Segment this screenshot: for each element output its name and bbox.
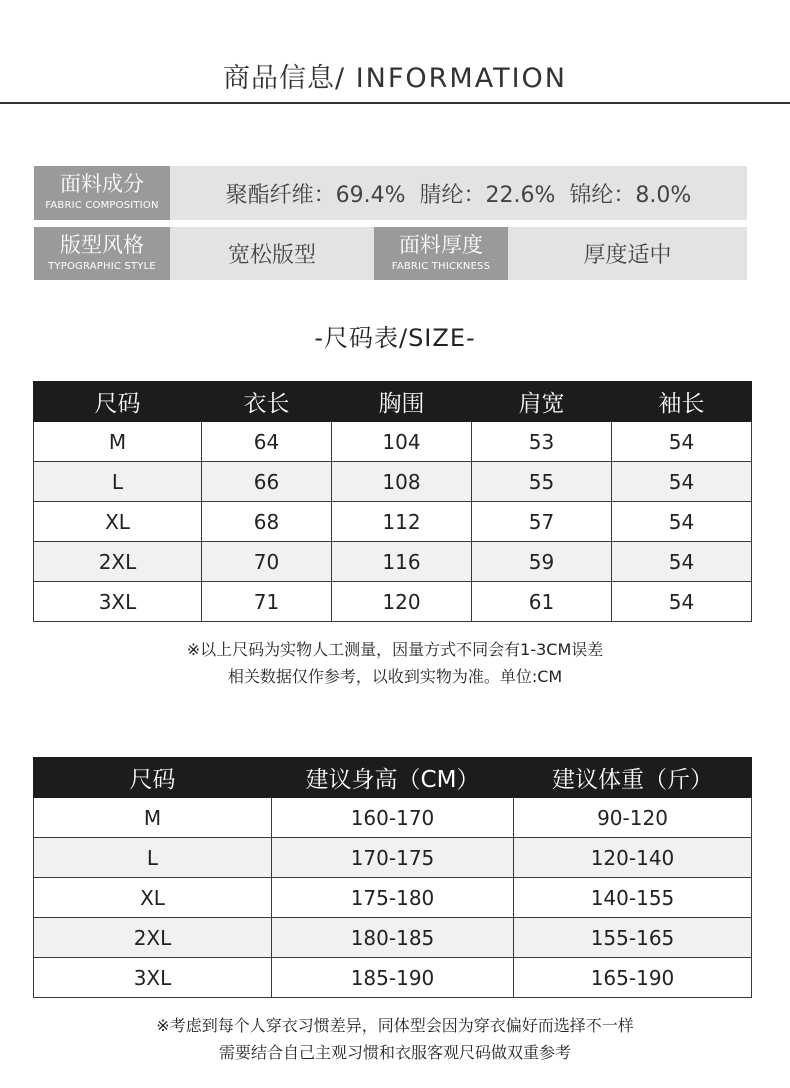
measurement-note-line2: 相关数据仅作参考，以收到实物为准。单位:CM <box>227 667 563 686</box>
cell-shoulder: 59 <box>472 542 612 582</box>
header-divider <box>0 102 790 104</box>
cell-size: 2XL <box>34 918 272 958</box>
fabric-thickness-label <box>374 227 508 280</box>
measurement-note <box>0 636 790 690</box>
cell-length: 68 <box>202 502 332 542</box>
cell-size: 3XL <box>34 582 202 622</box>
cell-shoulder: 55 <box>472 462 612 502</box>
cell-height: 175-180 <box>272 878 514 918</box>
cell-height: 160-170 <box>272 798 514 838</box>
measurement-note-line1: ※以上尺码为实物人工测量，因量方式不同会有1-3CM误差 <box>186 640 604 659</box>
cell-sleeve: 54 <box>612 582 752 622</box>
fabric-thickness-label-en: FABRIC THICKNESS <box>391 261 491 272</box>
cell-chest: 108 <box>332 462 472 502</box>
cell-sleeve: 54 <box>612 462 752 502</box>
cell-size: XL <box>34 878 272 918</box>
fabric-thickness-label-zh: 面料厚度 <box>399 233 483 257</box>
cell-height: 185-190 <box>272 958 514 998</box>
table-row <box>34 958 752 998</box>
header-chest: 胸围 <box>332 382 472 422</box>
fit-note-line1: ※考虑到每个人穿衣习惯差异，同体型会因为穿衣偏好而选择不一样 <box>156 1016 634 1035</box>
cell-size: 3XL <box>34 958 272 998</box>
size-table <box>33 381 752 622</box>
cell-length: 70 <box>202 542 332 582</box>
cell-height: 170-175 <box>272 838 514 878</box>
page-title-en: INFORMATION <box>345 63 567 94</box>
cell-weight: 120-140 <box>514 838 752 878</box>
cell-chest: 112 <box>332 502 472 542</box>
fabric-composition-label <box>34 166 170 220</box>
typographic-style-label <box>34 227 170 280</box>
size-chart-title: -尺码表/SIZE- <box>314 324 476 352</box>
header-sleeve: 袖长 <box>612 382 752 422</box>
cell-size: M <box>34 798 272 838</box>
page-title-zh: 商品信息/ <box>223 63 346 94</box>
table-row <box>34 918 752 958</box>
fit-table-header <box>34 758 752 798</box>
table-row <box>34 838 752 878</box>
fabric-composition-row <box>34 166 747 220</box>
header-height: 建议身高（CM） <box>272 758 514 798</box>
cell-shoulder: 61 <box>472 582 612 622</box>
cell-weight: 90-120 <box>514 798 752 838</box>
cell-height: 180-185 <box>272 918 514 958</box>
table-row <box>34 462 752 502</box>
cell-weight: 140-155 <box>514 878 752 918</box>
size-table-header <box>34 382 752 422</box>
cell-shoulder: 53 <box>472 422 612 462</box>
table-row <box>34 502 752 542</box>
cell-size: L <box>34 838 272 878</box>
fabric-composition-value: 聚酯纤维：69.4% 腈纶：22.6% 锦纶：8.0% <box>225 182 692 208</box>
cell-length: 66 <box>202 462 332 502</box>
fit-note <box>0 1012 790 1066</box>
cell-length: 71 <box>202 582 332 622</box>
table-row <box>34 798 752 838</box>
header-weight: 建议体重（斤） <box>514 758 752 798</box>
cell-size: L <box>34 462 202 502</box>
table-row <box>34 422 752 462</box>
header-size: 尺码 <box>34 758 272 798</box>
typographic-style-value: 宽松版型 <box>227 243 316 268</box>
table-row <box>34 582 752 622</box>
fabric-composition-label-en: FABRIC COMPOSITION <box>45 200 159 211</box>
cell-chest: 104 <box>332 422 472 462</box>
cell-shoulder: 57 <box>472 502 612 542</box>
style-thickness-row <box>34 227 747 280</box>
typographic-style-label-zh: 版型风格 <box>60 233 144 257</box>
cell-size: 2XL <box>34 542 202 582</box>
header-shoulder: 肩宽 <box>472 382 612 422</box>
cell-sleeve: 54 <box>612 422 752 462</box>
table-row <box>34 542 752 582</box>
cell-size: XL <box>34 502 202 542</box>
fit-recommendation-table <box>33 757 752 998</box>
fit-note-line2: 需要结合自己主观习惯和衣服客观尺码做双重参考 <box>218 1043 571 1062</box>
page-title <box>0 56 790 95</box>
cell-sleeve: 54 <box>612 502 752 542</box>
fabric-thickness-value: 厚度适中 <box>583 243 672 268</box>
cell-weight: 155-165 <box>514 918 752 958</box>
cell-chest: 116 <box>332 542 472 582</box>
header-size: 尺码 <box>34 382 202 422</box>
cell-weight: 165-190 <box>514 958 752 998</box>
typographic-style-label-en: TYPOGRAPHIC STYLE <box>48 261 156 272</box>
cell-length: 64 <box>202 422 332 462</box>
cell-chest: 120 <box>332 582 472 622</box>
cell-size: M <box>34 422 202 462</box>
table-row <box>34 878 752 918</box>
fabric-composition-label-zh: 面料成分 <box>60 172 144 196</box>
header-length: 衣长 <box>202 382 332 422</box>
cell-sleeve: 54 <box>612 542 752 582</box>
